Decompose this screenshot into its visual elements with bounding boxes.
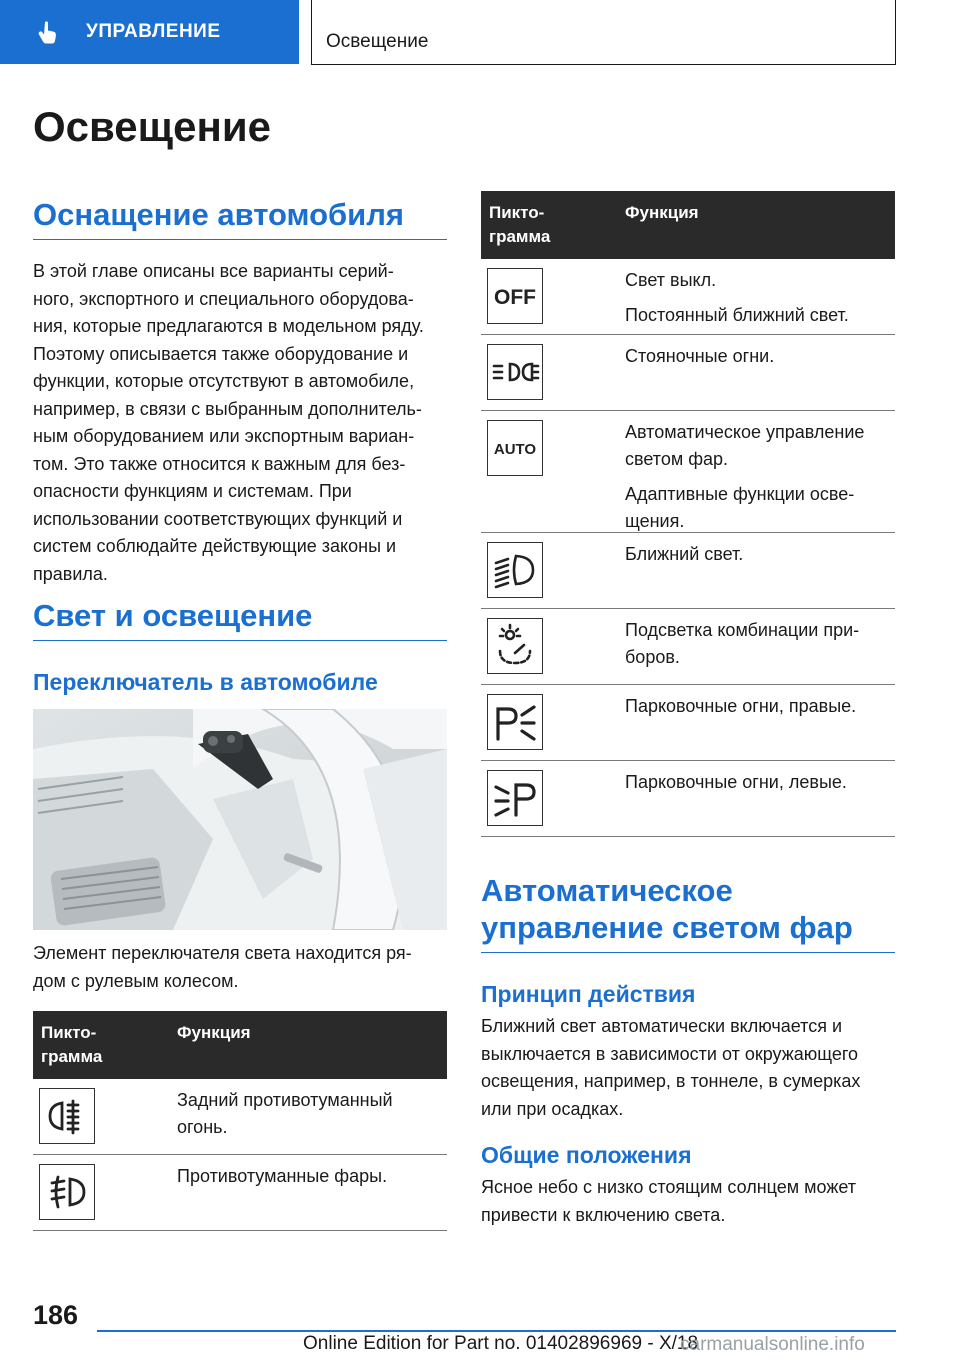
- function-text: Стояночные огни.: [625, 346, 775, 366]
- paragraph-switch: Элемент переключателя света находится ря- дом с рулевым колесом.: [33, 943, 412, 991]
- table-row: [481, 259, 895, 335]
- table-header: [33, 1011, 447, 1079]
- instrument-lighting-icon: [487, 618, 543, 674]
- heading-principle: Принцип действия: [481, 981, 696, 1007]
- function-text: Автоматическое управление светом фар.: [625, 422, 865, 469]
- function-text: Парковочные огни, правые.: [625, 696, 857, 716]
- function-text: Свет выкл.: [625, 270, 717, 290]
- footer-edition: Online Edition for Part no. 01402896969 - X/18: [303, 1333, 699, 1354]
- header-pictogram: Пикто- грамма: [41, 1023, 103, 1066]
- function-text: Противотуманные фары.: [177, 1166, 388, 1186]
- function-text: Ближний свет.: [625, 544, 744, 564]
- function-text: Парковочные огни, левые.: [625, 772, 847, 792]
- heading-light: Свет и освещение: [33, 597, 447, 641]
- heading-general: Общие положения: [481, 1142, 692, 1168]
- front-fog-light-icon: [39, 1164, 95, 1220]
- rear-fog-light-icon: [39, 1088, 95, 1144]
- page-title: Освещение: [33, 103, 271, 150]
- function-text: Постоянный ближний свет.: [625, 305, 849, 325]
- svg-text:AUTO: AUTO: [493, 441, 537, 458]
- table-row: [481, 335, 895, 411]
- table-header: [481, 191, 895, 259]
- header-function: Функция: [625, 203, 699, 222]
- function-text: Подсветка комбинации при- боров.: [625, 620, 860, 667]
- svg-text:OFF: OFF: [494, 286, 536, 309]
- page-number: 186: [33, 1300, 79, 1330]
- heading-auto-headlights: Автоматическое управление светом фар: [481, 872, 895, 953]
- footer-watermark: carmanualsonline.info: [680, 1334, 865, 1355]
- table-row: [33, 1079, 447, 1155]
- header-pictogram: Пикто- грамма: [489, 203, 551, 246]
- off-icon: [487, 268, 543, 324]
- header-function: Функция: [177, 1023, 251, 1042]
- section-label: УПРАВЛЕНИЕ: [86, 21, 221, 42]
- paragraph-principle: Ближний свет автоматически включается и выключается в зависимости от окружающего освещения, например, в тоннеле, в сумерках или при осадках.: [481, 1016, 861, 1119]
- chapter-box: [311, 0, 896, 65]
- parking-light-right-icon: [487, 694, 543, 750]
- left-pictogram-table: [33, 1011, 447, 1231]
- table-row: [481, 609, 895, 685]
- footer-divider: [97, 1330, 896, 1332]
- right-pictogram-table: [481, 191, 895, 837]
- table-row: [481, 761, 895, 837]
- side-lights-icon: [487, 344, 543, 400]
- function-text: Адаптивные функции осве- щения.: [625, 484, 855, 531]
- parking-light-left-icon: [487, 770, 543, 826]
- table-row: [481, 685, 895, 761]
- light-switch-photo: [33, 709, 447, 930]
- auto-icon: [487, 420, 543, 476]
- table-row: [33, 1155, 447, 1231]
- hand-pointer-icon: [36, 19, 62, 45]
- paragraph-general: Ясное небо с низко стоящим солнцем может привести к включению света.: [481, 1177, 857, 1225]
- low-beam-icon: [487, 542, 543, 598]
- paragraph-equipment: В этой главе описаны все варианты серий- ного, экспортного и специального оборудова- ния, которые предлагаются в модельном ряду. Поэтому описывается также оборудование и функции, которые отсутствуют в автомобиле, например, в связи с выбранным дополнитель- ным оборудованием или экспортным вариан- том. Это также относится к важным для без- опасности функциям и системам. При использовании соответствующих функций и систем соблюдайте действующие законы и правила.: [33, 261, 424, 584]
- chapter-label: Освещение: [326, 31, 429, 52]
- function-text: Задний противотуманный огонь.: [177, 1090, 393, 1137]
- table-row: [481, 533, 895, 609]
- section-tab: [0, 0, 299, 64]
- heading-switch: Переключатель в автомобиле: [33, 669, 378, 695]
- table-row: [481, 411, 895, 533]
- heading-equipment: Оснащение автомобиля: [33, 196, 447, 240]
